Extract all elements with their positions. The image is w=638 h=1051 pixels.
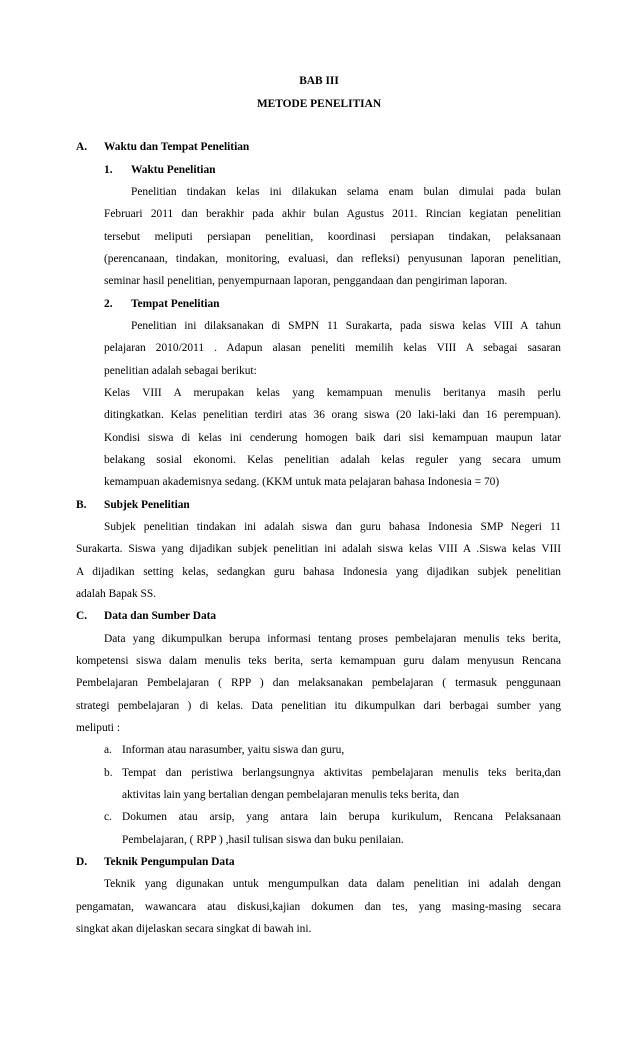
paragraph-line: Penelitian tindakan kelas ini dilakukan selama enam bulan dimulai pada bulan — [131, 186, 561, 198]
paragraph-line: Kondisi siswa di kelas ini cenderung homogen baik dari sisi kemampuan maupun latar — [104, 432, 561, 444]
paragraph-line: kompetensi siswa dalam menulis teks berita, serta kemampuan guru dalam menyusun Rencana — [76, 655, 561, 667]
paragraph-line: kemampuan akademisnya sedang. (KKM untuk mata pelajaran bahasa Indonesia = 70) — [104, 476, 500, 488]
paragraph-line: A dijadikan setting kelas, sedangkan guru bahasa Indonesia yang dijadikan subjek penelitian — [76, 566, 561, 578]
paragraph-line: Penelitian ini dilaksanakan di SMPN 11 Surakarta, pada siswa kelas VIII A tahun — [131, 320, 561, 332]
paragraph-line: pelajaran 2010/2011 . Adapun alasan peneliti memilih kelas VIII A sebagai sasaran — [104, 342, 561, 354]
list-item-line: Dokumen atau arsip, yang antara lain berupa kurikulum, Rencana Pelaksanaan — [122, 811, 561, 823]
paragraph-line: singkat akan dijelaskan secara singkat di bawah ini. — [76, 923, 312, 935]
chapter-title: METODE PENELITIAN — [256, 98, 382, 110]
paragraph-line: Kelas VIII A merupakan kelas yang kemampuan menulis beritanya masih perlu — [104, 387, 561, 399]
paragraph-line: Subjek penelitian tindakan ini adalah siswa dan guru bahasa Indonesia SMP Negeri 11 — [104, 521, 561, 533]
subsection-2-number: 2. — [104, 298, 113, 310]
paragraph-line: belakang sosial ekonomi. Kelas penelitian adalah kelas reguler yang secara umum — [104, 454, 561, 466]
section-c-letter: C. — [76, 610, 88, 622]
list-item-line: Informan atau narasumber, yaitu siswa dan guru, — [122, 744, 345, 756]
paragraph-line: Data yang dikumpulkan berupa informasi tentang proses pembelajaran menulis teks berita, — [104, 633, 561, 645]
paragraph-line: seminar hasil penelitian, penyempurnaan laporan, penggandaan dan pengiriman laporan. — [104, 275, 508, 287]
paragraph-line: Teknik yang digunakan untuk mengumpulkan data dalam penelitian ini adalah dengan — [104, 878, 561, 890]
section-d-letter: D. — [76, 856, 88, 868]
list-item-label: a. — [104, 744, 112, 756]
paragraph-line: Pembelajaran Pembelajaran ( RPP ) dan melaksanakan pembelajaran ( termasuk penggunaan — [76, 677, 561, 689]
section-b-title: Subjek Penelitian — [104, 499, 190, 511]
subsection-2-title: Tempat Penelitian — [131, 298, 220, 310]
section-a-title: Waktu dan Tempat Penelitian — [104, 141, 250, 153]
paragraph-line: (perencanaan, tindakan, monitoring, evaluasi, dan refleksi) penyusunan laporan penelitian, — [104, 253, 561, 265]
section-d-title: Teknik Pengumpulan Data — [104, 856, 235, 868]
paragraph-line: strategi pembelajaran ) di kelas. Data penelitian itu dikumpulkan dari berbagai sumber yang — [76, 700, 561, 712]
paragraph-line: Surakarta. Siswa yang dijadikan subjek penelitian ini adalah siswa kelas VIII A .Siswa kelas VIII — [76, 543, 561, 555]
section-a-letter: A. — [76, 141, 88, 153]
list-item-label: c. — [104, 811, 112, 823]
section-b-letter: B. — [76, 499, 87, 511]
subsection-1-number: 1. — [104, 164, 113, 176]
list-item-line: Tempat dan peristiwa berlangsungnya aktivitas pembelajaran menulis teks berita,dan — [122, 767, 561, 779]
paragraph-line: tersebut meliputi persiapan penelitian, koordinasi persiapan tindakan, pelaksanaan — [104, 231, 561, 243]
paragraph-line: penelitian adalah sebagai berikut: — [104, 365, 257, 377]
paragraph-line: Februari 2011 dan berakhir pada akhir bulan Agustus 2011. Rincian kegiatan penelitian — [104, 208, 561, 220]
paragraph-line: pengamatan, wawancara atau diskusi,kajian dokumen dan tes, yang masing-masing secara — [76, 901, 561, 913]
paragraph-line: adalah Bapak SS. — [76, 588, 157, 600]
subsection-1-title: Waktu Penelitian — [131, 164, 216, 176]
list-item-label: b. — [104, 767, 113, 779]
list-item-line: Pembelajaran, ( RPP ) ,hasil tulisan siswa dan buku penilaian. — [122, 834, 404, 846]
section-c-title: Data dan Sumber Data — [104, 610, 217, 622]
list-item-line: aktivitas lain yang bertalian dengan pembelajaran menulis teks berita, dan — [122, 789, 460, 801]
chapter-number: BAB III — [299, 75, 339, 87]
paragraph-line: meliputi : — [76, 722, 120, 734]
paragraph-line: ditingkatkan. Kelas penelitian terdiri atas 36 orang siswa (20 laki-laki dan 16 perempuan). — [104, 409, 561, 421]
